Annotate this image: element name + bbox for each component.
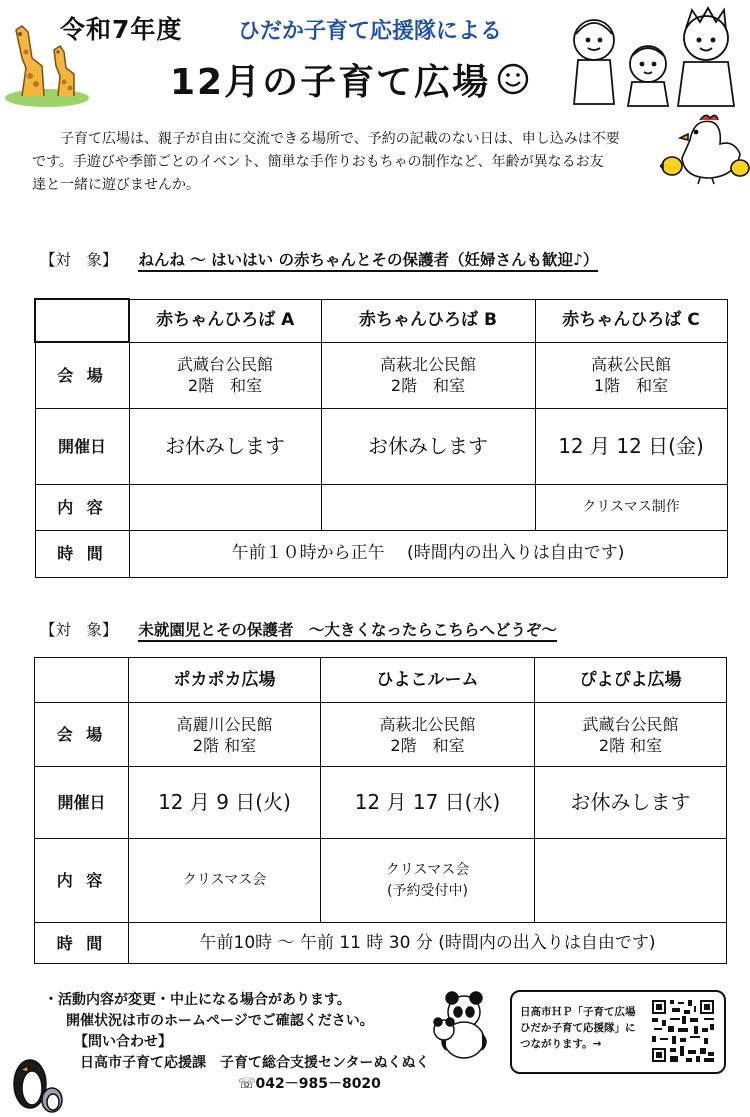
venue-name: 高麗川公民館 xyxy=(176,714,273,734)
venue-cell xyxy=(321,342,535,408)
target-description: ねんね ～ はいはい の赤ちゃんとその保護者（妊婦さんも歓迎♪） xyxy=(138,251,598,272)
date-cell: 12 月 9 日(火) xyxy=(129,767,321,839)
venue-cell xyxy=(535,342,727,408)
homepage-text-line: ひだか子育て応援隊」に xyxy=(520,1022,636,1034)
venue-cell xyxy=(535,703,727,767)
row-header: 時 間 xyxy=(35,923,129,964)
column-header: ポカポカ広場 xyxy=(129,658,321,703)
time-cell: 午前10時 ～ 午前 11 時 30 分 (時間内の出入りは自由です) xyxy=(129,923,727,964)
venue-cell xyxy=(321,703,535,767)
intro-line: 達と一緒に遊びませんか。 xyxy=(32,177,200,193)
chicken-illustration xyxy=(660,110,750,186)
date-cell: お休みします xyxy=(129,408,321,484)
column-header: 赤ちゃんひろば B xyxy=(321,299,535,342)
header xyxy=(0,0,750,118)
venue-name: 武蔵台公民館 xyxy=(582,714,679,734)
venue-room: 2階 和室 xyxy=(598,735,663,755)
schedule-table-2 xyxy=(34,657,727,964)
venue-cell xyxy=(129,703,321,767)
homepage-text-line: 日高市ＨＰ「子育て広場 xyxy=(520,1006,636,1018)
target-description: 未就園児とその保護者 ～大きくなったらこちらへどうぞ～ xyxy=(138,621,557,642)
content-cell xyxy=(321,839,535,923)
row-header: 会 場 xyxy=(35,703,129,767)
row-header: 開催日 xyxy=(35,767,129,839)
target-heading-1 xyxy=(40,248,598,270)
kids-illustration xyxy=(566,6,746,110)
content-cell xyxy=(129,484,321,530)
content-text: クリスマス会 xyxy=(385,861,470,878)
phone-number: ☏042－985－8020 xyxy=(238,1076,381,1092)
venue-name: 高萩北公民館 xyxy=(379,355,476,375)
column-header: ぴよぴよ広場 xyxy=(535,658,727,703)
corner-cell xyxy=(35,299,129,342)
row-header: 開催日 xyxy=(35,408,129,484)
column-header: ひよこルーム xyxy=(321,658,535,703)
panda-illustration xyxy=(424,990,494,1060)
qr-code[interactable] xyxy=(650,998,716,1064)
homepage-info-box xyxy=(510,990,726,1074)
fiscal-year: 令和7年度 xyxy=(60,15,183,44)
corner-cell xyxy=(35,658,129,703)
intro-line: 子育て広場は、親子が自由に交流できる場所で、予約の記載のない日は、申し込みは不要 xyxy=(60,131,620,147)
row-header: 内 容 xyxy=(35,484,129,530)
venue-room: 2階 和室 xyxy=(192,735,257,755)
column-header: 赤ちゃんひろば C xyxy=(535,299,727,342)
column-header: 赤ちゃんひろば A xyxy=(129,299,321,342)
date-cell: 12 月 17 日(水) xyxy=(321,767,535,839)
venue-room: 2階 和室 xyxy=(390,735,465,755)
homepage-text-line: つながります。→ xyxy=(520,1038,602,1050)
content-note: (予約受付中) xyxy=(387,882,468,899)
note-line: 開催状況は市のホームページでご確認ください。 xyxy=(66,1013,374,1029)
time-cell: 午前１０時から正午 (時間内の出入りは自由です) xyxy=(129,530,727,577)
target-label: 【対 象】 xyxy=(40,251,118,269)
venue-room: 2階 和室 xyxy=(187,376,263,396)
content-cell: クリスマス制作 xyxy=(535,484,727,530)
content-cell xyxy=(321,484,535,530)
schedule-table-1 xyxy=(34,298,728,578)
inquiry-heading: 【問い合わせ】 xyxy=(74,1034,172,1050)
note-line: ・活動内容が変更・中止になる場合があります。 xyxy=(44,992,351,1008)
content-cell xyxy=(535,839,727,923)
intro-text xyxy=(32,128,672,197)
venue-name: 高萩公民館 xyxy=(590,355,671,375)
content-text: クリスマス会 xyxy=(182,872,267,888)
date-cell: 12 月 12 日(金) xyxy=(535,408,727,484)
date-cell: お休みします xyxy=(321,408,535,484)
venue-room: 2階 和室 xyxy=(390,376,466,396)
row-header: 内 容 xyxy=(35,839,129,923)
venue-cell xyxy=(129,342,321,408)
row-header: 時 間 xyxy=(35,530,129,577)
venue-room: 1階 和室 xyxy=(593,376,669,396)
intro-line: です。手遊びや季節ごとのイベント、簡単な手作りおもちゃの制作など、年齢が異なるお友 xyxy=(32,154,604,170)
footer-notes xyxy=(44,990,429,1095)
homepage-text xyxy=(520,1004,642,1052)
venue-name: 武蔵台公民館 xyxy=(176,355,273,375)
date-cell: お休みします xyxy=(535,767,727,839)
subtitle: ひだか子育て応援隊による xyxy=(238,19,503,44)
content-cell xyxy=(129,839,321,923)
page-title: 12月の子育て広場 xyxy=(170,62,491,103)
row-header: 会 場 xyxy=(35,342,129,408)
inquiry-contact: 日高市子育て応援課 子育て総合支援センターぬくぬく xyxy=(80,1055,430,1071)
penguin-illustration xyxy=(8,1052,66,1114)
target-heading-2 xyxy=(40,618,557,640)
smile-icon xyxy=(496,62,530,96)
target-label: 【対 象】 xyxy=(40,621,118,639)
venue-name: 高萩北公民館 xyxy=(379,714,476,734)
